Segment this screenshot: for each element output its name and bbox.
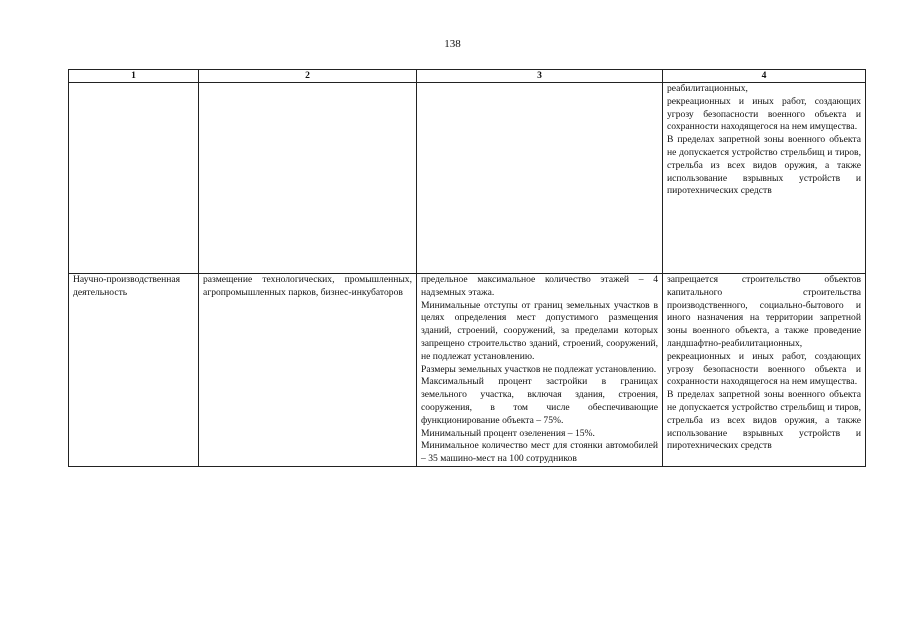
page-number: 138 bbox=[444, 38, 461, 50]
cell-restrictions bbox=[663, 83, 866, 274]
cell-activity-type bbox=[69, 274, 199, 467]
parameter-paragraph: Максимальный процент застройки в границах земельного участка, включая здания, строения, сооружения, в том числе обеспечивающие функционирование объекта – 75%. bbox=[421, 376, 658, 426]
parameter-paragraph: Минимальные отступы от границ земельных участков в целях определения мест допустимого размещения зданий, строений, сооружений, за пределами которых запрещено строительство зданий, строений, сооружений, не подлежат установлению. bbox=[421, 299, 658, 362]
parameter-paragraph: Минимальный процент озеленения – 15%. bbox=[421, 427, 595, 439]
restriction-paragraph: рекреационных и иных работ, создающих угрозу безопасности военного объекта и сохранности находящегося на нем имущества. bbox=[667, 95, 861, 133]
table-row bbox=[69, 274, 866, 467]
permitted-use-text: размещение технологических, промышленных, агропромышленных парков, бизнес-инкубаторов bbox=[203, 274, 412, 298]
regulations-table bbox=[68, 69, 866, 467]
restriction-paragraph: запрещается строительство объектов капитального строительства производственного, социально-бытового и иного назначения на территории запретной зоны военного объекта, а также проведение ландшафтно-реабилитационных, bbox=[667, 274, 861, 349]
restriction-paragraph: рекреационных и иных работ, создающих угрозу безопасности военного объекта и сохранности находящегося на нем имущества. bbox=[667, 350, 861, 388]
cell-permitted-use bbox=[199, 83, 417, 274]
cell-restrictions bbox=[663, 274, 866, 467]
activity-type-text: Научно-производственная деятельность bbox=[73, 274, 181, 298]
restriction-paragraph: В пределах запретной зоны военного объекта не допускается устройство стрельбищ и тиров, стрельба из всех видов оружия, а также использование взрывных устройств и пиротехнических средств bbox=[667, 134, 861, 197]
column-header-4: 4 bbox=[663, 70, 866, 83]
cell-parameters bbox=[417, 274, 663, 467]
parameter-paragraph: Размеры земельных участков не подлежат установлению. bbox=[421, 363, 657, 375]
column-header-3: 3 bbox=[417, 70, 663, 83]
parameter-paragraph: предельное максимальное количество этажей – 4 надземных этажа. bbox=[421, 274, 658, 298]
table-header-row bbox=[69, 70, 866, 83]
table-row bbox=[69, 83, 866, 274]
column-header-2: 2 bbox=[199, 70, 417, 83]
restriction-paragraph: В пределах запретной зоны военного объекта не допускается устройство стрельбищ и тиров, стрельба из всех видов оружия, а также использование взрывных устройств и пиротехнических средств bbox=[667, 389, 861, 452]
column-header-1: 1 bbox=[69, 70, 199, 83]
cell-parameters bbox=[417, 83, 663, 274]
restriction-paragraph: реабилитационных, bbox=[667, 83, 748, 94]
parameter-paragraph: Минимальное количество мест для стоянки автомобилей – 35 машино-мест на 100 сотрудников bbox=[421, 440, 658, 465]
cell-activity-type bbox=[69, 83, 199, 274]
cell-permitted-use bbox=[199, 274, 417, 467]
